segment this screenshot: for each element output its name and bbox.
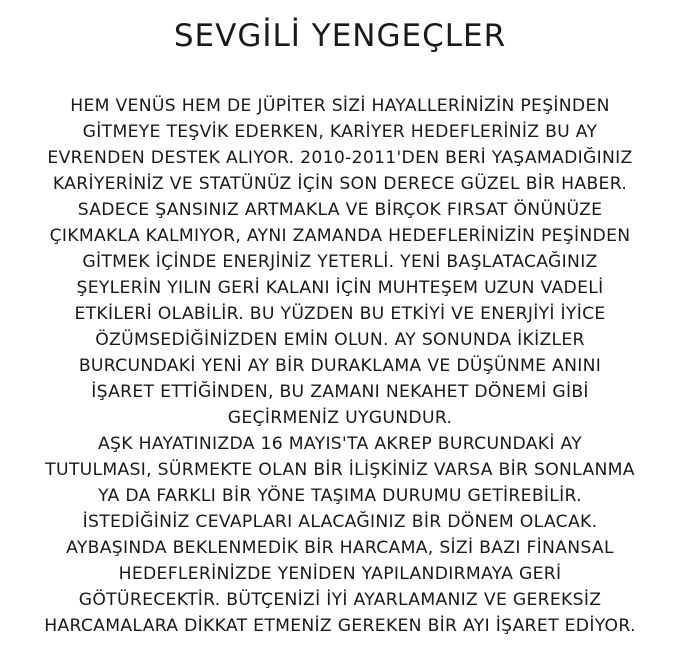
text-line: GİTMEK İÇİNDE ENERJİNİZ YETERLİ. YENİ BAŞLATACAĞINIZ [82, 252, 598, 272]
text-line: KARİYERİNİZ VE STATÜNÜZ İÇİN SON DERECE GÜZEL BİR HABER. [52, 174, 628, 194]
text-line: HEDEFLERİNİZDE YENİDEN YAPILANDIRMAYA GERİ [118, 564, 562, 584]
horoscope-text [0, 93, 680, 639]
text-line: ŞEYLERİN YILIN GERİ KALANI İÇİN MUHTEŞEM UZUN VADELİ [76, 278, 604, 298]
text-line: EVRENDEN DESTEK ALIYOR. 2010-2011'DEN BERİ YAŞAMADIĞINIZ [47, 148, 633, 168]
text-line: ÖZÜMSEDİĞİNİZDEN EMİN OLUN. AY SONUNDA İKİZLER [95, 330, 585, 350]
text-line: HEM VENÜS HEM DE JÜPİTER SİZİ HAYALLERİNİZİN PEŞİNDEN [70, 96, 610, 116]
text-line: TUTULMASI, SÜRMEKTE OLAN BİR İLİŞKİNİZ VARSA BİR SONLANMA [45, 460, 635, 480]
text-line: GİTMEYE TEŞVİK EDERKEN, KARİYER HEDEFLERİNİZ BU AY [82, 122, 598, 142]
text-line: ETKİLERİ OLABİLİR. BU YÜZDEN BU ETKİYİ VE ENERJİYİ İYİCE [74, 304, 606, 324]
page-title: SEVGİLİ YENGEÇLER [173, 18, 507, 54]
text-line: İSTEDİĞİNİZ CEVAPLARI ALACAĞINIZ BİR DÖNEM OLACAK. [82, 512, 598, 532]
text-line: ÇIKMAKLA KALMIYOR, AYNI ZAMANDA HEDEFLERİNİZİN PEŞİNDEN [49, 226, 631, 246]
text-line: YA DA FARKLI BİR YÖNE TAŞIMA DURUMU GETİREBİLİR. [98, 486, 582, 506]
text-line: GÖTÜRECEKTİR. BÜTÇENİZİ İYİ AYARLAMANIZ VE GEREKSİZ [78, 590, 602, 610]
text-line: GEÇİRMENİZ UYGUNDUR. [227, 408, 453, 428]
text-line: BURCUNDAKİ YENİ AY BİR DURAKLAMA VE DÜŞÜNME ANINI [78, 356, 602, 376]
text-line: İŞARET ETTİĞİNDEN, BU ZAMANI NEKAHET DÖNEMİ GİBİ [91, 382, 589, 402]
text-line: AYBAŞINDA BEKLENMEDİK BİR HARCAMA, SİZİ BAZI FİNANSAL [66, 538, 614, 558]
text-line: SADECE ŞANSINIZ ARTMAKLA VE BİRÇOK FIRSAT ÖNÜNÜZE [77, 200, 603, 220]
text-line: AŞK HAYATINIZDA 16 MAYIS'TA AKREP BURCUNDAKİ AY [98, 434, 582, 454]
text-line: HARCAMALARA DİKKAT ETMENİZ GEREKEN BİR AYI İŞARET EDİYOR. [44, 616, 636, 636]
